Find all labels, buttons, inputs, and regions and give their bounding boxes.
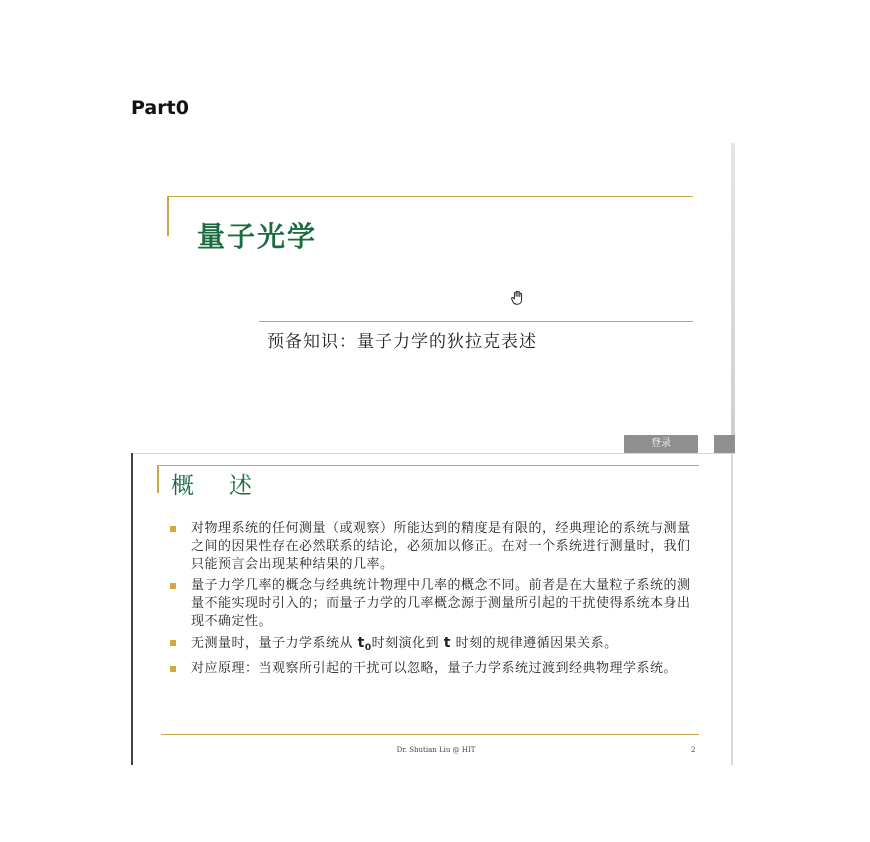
bullet-text: 量子力学几率的概念与经典统计物理中几率的概念不同。前者是在大量粒子系统的测量不能实现时引入的；而量子力学的几率概念源于测量所引起的干扰使得系统本身出现不确定性。 [191,578,691,629]
square-bullet-icon [170,583,176,589]
square-bullet-icon [170,526,176,532]
bullet-list [169,520,699,681]
list-item [169,660,699,678]
bullet-text: 对物理系统的任何测量（或观察）所能达到的精度是有限的，经典理论的系统与测量之间的因果性存在必然联系的结论，必须加以修正。在对一个系统进行测量时，我们只能预言会出现某种结果的几率。 [191,521,691,572]
square-bullet-icon [170,666,176,672]
overview-slide [131,453,735,765]
title-slide [131,143,735,453]
symbol-subscript: 0 [364,643,372,653]
symbol-t: t [357,635,365,651]
subtitle-accent-line [259,321,693,322]
heading-accent-bar [157,465,159,493]
slide-heading: 概 述 [171,473,258,499]
list-item [169,634,699,657]
heading-accent-line [159,465,699,466]
bullet-text: 对应原理：当观察所引起的干扰可以忽略，量子力学系统过渡到经典物理学系统。 [191,661,678,676]
list-item [169,577,699,631]
slide-right-edge [731,453,733,765]
bullet-text: 时刻演化到 [371,636,444,651]
side-tab-button[interactable] [714,435,735,453]
bullet-text: 无测量时，量子力学系统从 [191,636,358,651]
hand-icon [509,289,527,307]
square-bullet-icon [170,640,176,646]
list-item [169,520,699,574]
bullet-text: 时刻的规律遵循因果关系。 [450,636,618,651]
login-button[interactable]: 登录 [624,435,698,453]
slide-title: 量子光学 [197,220,318,253]
footer-accent-line [161,734,699,735]
title-accent-line [169,196,693,197]
slide-top-border [131,453,735,454]
symbol-t: t [443,635,451,651]
part-label: Part0 [131,97,189,119]
slide-right-edge [731,143,735,437]
page-number: 2 [691,746,696,754]
slide-footer: Dr. Shutian Liu @ HIT [396,746,476,754]
title-accent-bar [167,196,169,236]
slide-left-edge [131,453,133,765]
slide-subtitle: 预备知识：量子力学的狄拉克表述 [267,332,537,352]
